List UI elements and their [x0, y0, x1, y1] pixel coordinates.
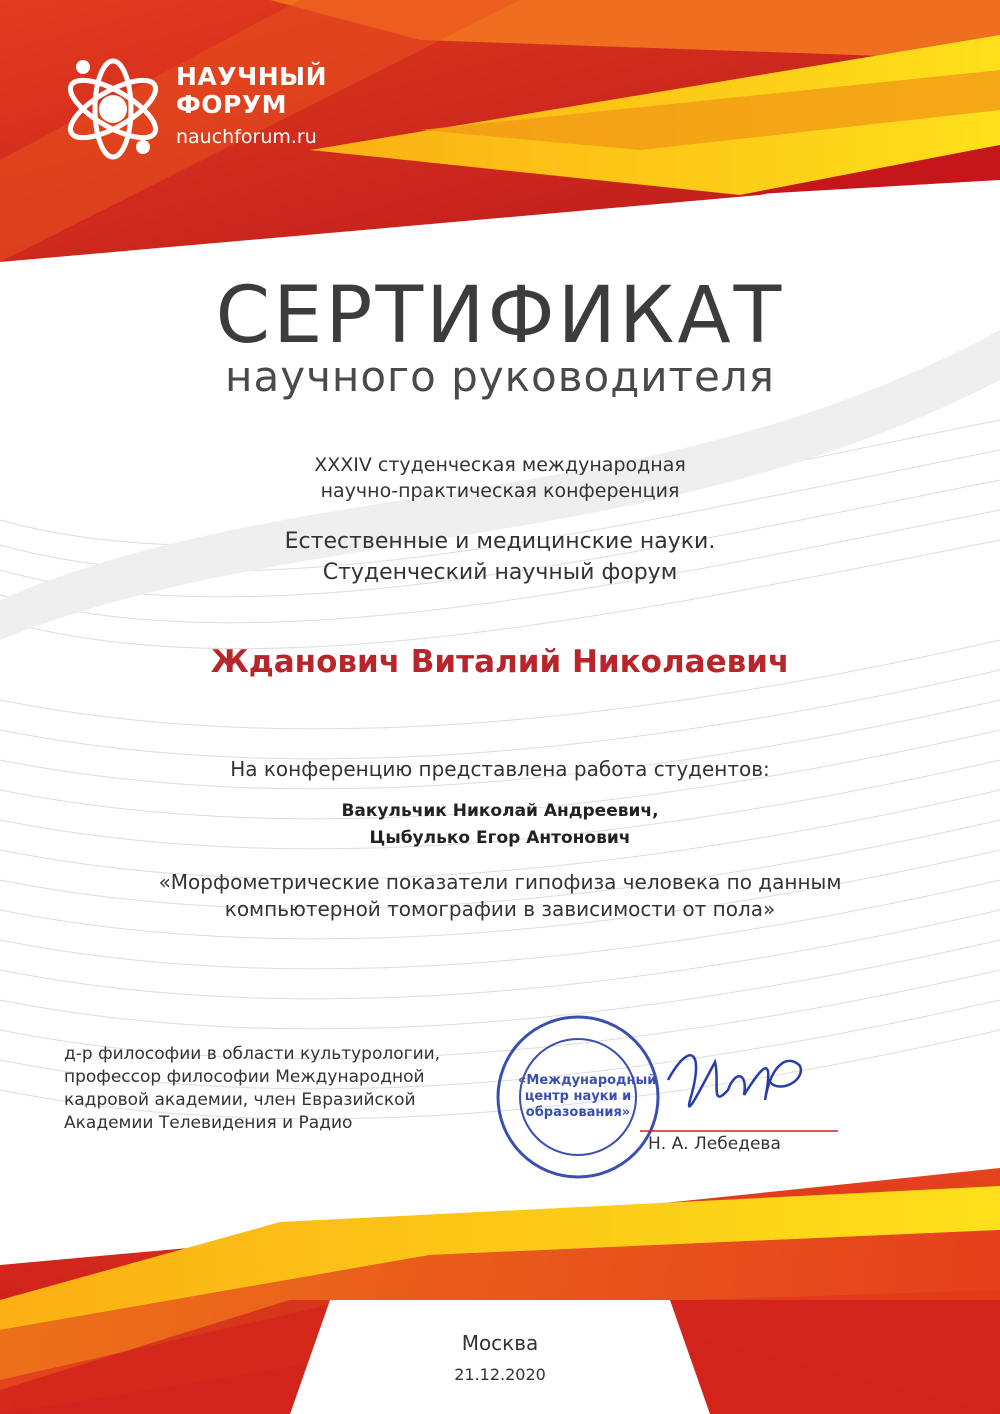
signatory-role-line2: профессор философии Международной: [64, 1067, 425, 1087]
footer-city: Москва: [461, 1331, 539, 1355]
logo-url: nauchforum.ru: [176, 126, 317, 148]
signer-name: Н. А. Лебедева: [648, 1134, 781, 1154]
signatory-role-line4: Академии Телевидения и Радио: [64, 1113, 353, 1133]
certificate-subtitle: научного руководителя: [225, 352, 775, 401]
logo-line1: НАУЧНЫЙ: [176, 62, 327, 91]
student-name-2: Цыбулько Егор Антонович: [369, 828, 631, 848]
logo-line2: ФОРУМ: [176, 90, 288, 119]
signatory-role-line1: д-р философии в области культурологии,: [64, 1044, 441, 1064]
recipient-name: Жданович Виталий Николаевич: [210, 644, 790, 680]
stamp-text: [518, 1073, 657, 1121]
stamp-line2: центр науки и: [524, 1089, 632, 1104]
student-name-1: Вакульчик Николай Андреевич,: [341, 801, 659, 821]
signatory-role-line3: кадровой академии, член Евразийской: [64, 1090, 416, 1110]
intro-text: На конференцию представлена работа студентов:: [230, 757, 770, 781]
conference-line1: XXXIV студенческая международная: [314, 454, 686, 476]
stamp-line1: «Международный: [518, 1073, 657, 1088]
footer-white-panel: [290, 1300, 710, 1414]
work-title-line2: компьютерной томографии в зависимости от пола»: [224, 897, 776, 921]
work-title-line1: «Морфометрические показатели гипофиза человека по данным: [158, 870, 842, 894]
signature-mark: [668, 1055, 801, 1106]
section-line1: Естественные и медицинские науки.: [284, 529, 716, 554]
certificate-title: СЕРТИФИКАТ: [215, 271, 785, 361]
footer-date: 21.12.2020: [454, 1365, 546, 1384]
stamp-line3: образования»: [525, 1105, 631, 1120]
section-line2: Студенческий научный форум: [322, 560, 678, 585]
conference-line2: научно-практическая конференция: [320, 480, 680, 502]
